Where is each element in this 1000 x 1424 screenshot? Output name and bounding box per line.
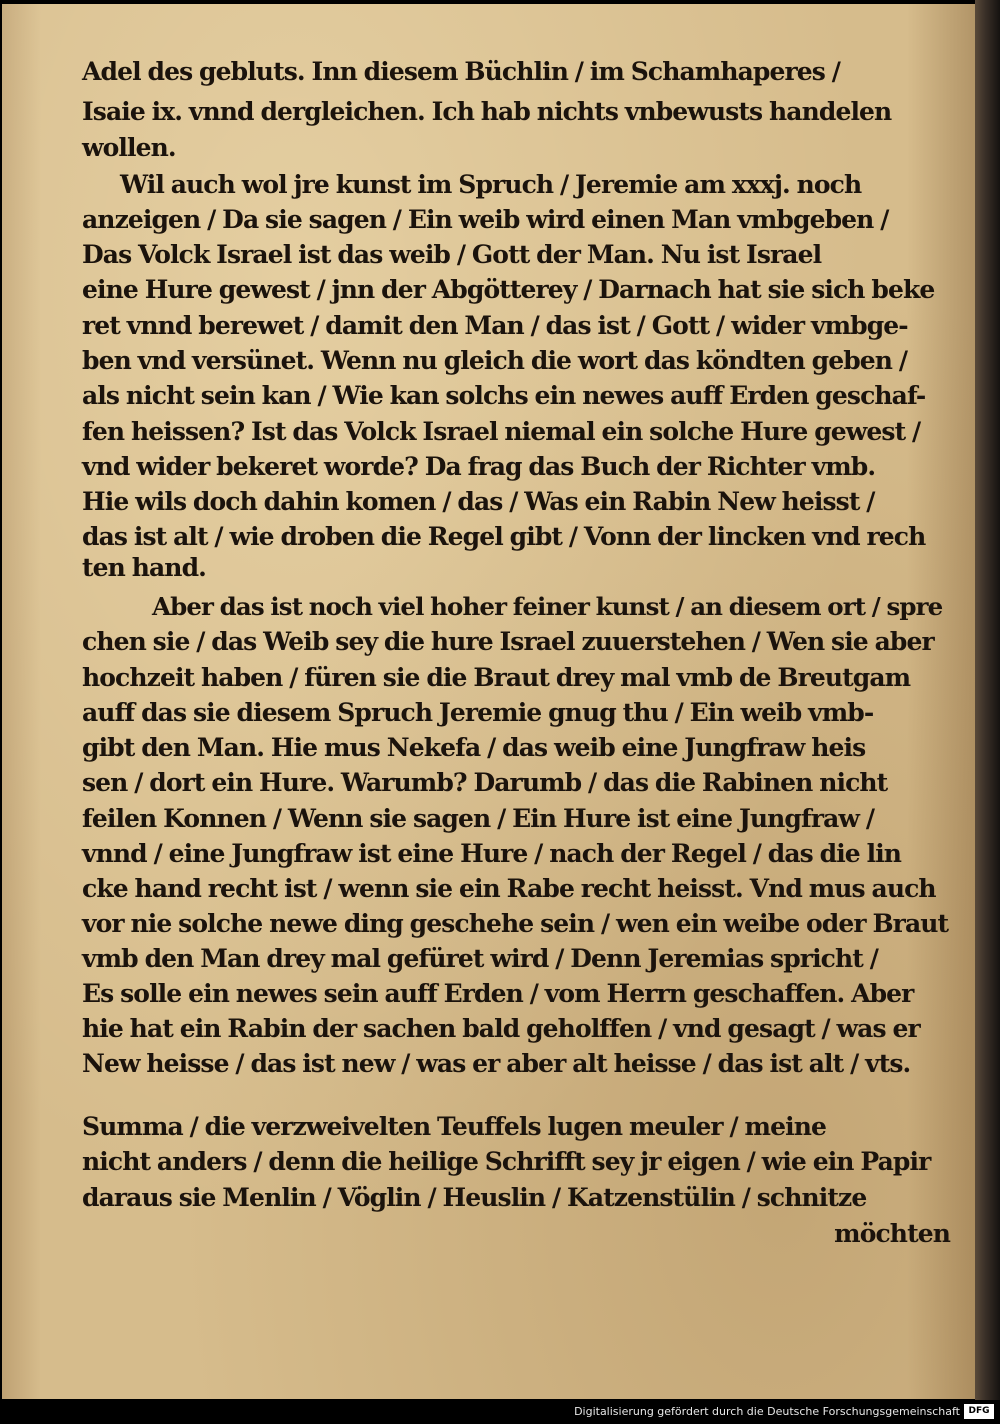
text-line: ben vnd versünet. Wenn nu gleich die wort das köndten geben / [82,346,908,375]
text-line: als nicht sein kan / Wie kan solchs ein newes auff Erden geschaf- [82,381,926,410]
text-line: Aber das ist noch viel hoher feiner kunst / an diesem ort / spre [152,592,943,621]
text-line: anzeigen / Da sie sagen / Ein weib wird einen Man vmbgeben / [82,205,889,234]
text-line: cke hand recht ist / wenn sie ein Rabe recht heisst. Vnd mus auch [82,874,936,903]
text-line: Adel des gebluts. Inn diesem Büchlin / im Schamhaperes / [82,57,841,86]
text-line: hochzeit haben / füren sie die Braut drey mal vmb de Breutgam [82,663,911,692]
text-line: daraus sie Menlin / Vöglin / Heuslin / Katzenstülin / schnitze [82,1183,867,1212]
text-line: vor nie solche newe ding geschehe sein / wen ein weibe oder Braut [82,909,949,938]
text-line: Hie wils doch dahin komen / das / Was ein Rabin New heisst / [82,487,875,516]
text-line: vnd wider bekeret worde? Da frag das Buch der Richter vmb. [82,452,876,481]
text-line: ret vnnd berewet / damit den Man / das ist / Gott / wider vmbge- [82,311,908,340]
text-line: gibt den Man. Hie mus Nekefa / das weib eine Jungfraw heis [82,733,866,762]
text-line: feilen Konnen / Wenn sie sagen / Ein Hure ist eine Jungfraw / [82,804,875,833]
book-edge [975,0,1000,1400]
footer-credit: Digitalisierung gefördert durch die Deutsche Forschungsgemeinschaft [574,1405,960,1418]
text-line: Das Volck Israel ist das weib / Gott der Man. Nu ist Israel [82,240,822,269]
catchword: möchten [834,1219,950,1248]
text-line: Es solle ein newes sein auff Erden / vom Herrn geschaffen. Aber [82,979,914,1008]
text-line: sen / dort ein Hure. Warumb? Darumb / das die Rabinen nicht [82,768,888,797]
text-line: vnnd / eine Jungfraw ist eine Hure / nach der Regel / das die lin [82,839,902,868]
text-line: hie hat ein Rabin der sachen bald geholffen / vnd gesagt / was er [82,1014,920,1043]
text-line: ten hand. [82,553,206,582]
book-page [2,4,975,1399]
text-line: New heisse / das ist new / was er aber alt heisse / das ist alt / vts. [82,1049,911,1078]
text-line: Summa / die verzweivelten Teuffels lugen meuler / meine [82,1112,826,1141]
text-line: eine Hure gewest / jnn der Abgötterey / Darnach hat sie sich beke [82,275,935,304]
text-line: auff das sie diesem Spruch Jeremie gnug thu / Ein weib vmb- [82,698,874,727]
text-line: Isaie ix. vnnd dergleichen. Ich hab nichts vnbewusts handelen [82,97,892,126]
dfg-logo-icon: DFG [964,1404,994,1419]
text-line: fen heissen? Ist das Volck Israel niemal ein solche Hure gewest / [82,417,921,446]
text-line: das ist alt / wie droben die Regel gibt / Vonn der lincken vnd rech [82,522,926,551]
text-line: Wil auch wol jre kunst im Spruch / Jeremie am xxxj. noch [120,170,862,199]
text-line: wollen. [82,133,176,162]
text-line: chen sie / das Weib sey die hure Israel zuuerstehen / Wen sie aber [82,627,934,656]
text-line: vmb den Man drey mal gefüret wird / Denn Jeremias spricht / [82,944,878,973]
text-line: nicht anders / denn die heilige Schrifft sey jr eigen / wie ein Papir [82,1147,931,1176]
